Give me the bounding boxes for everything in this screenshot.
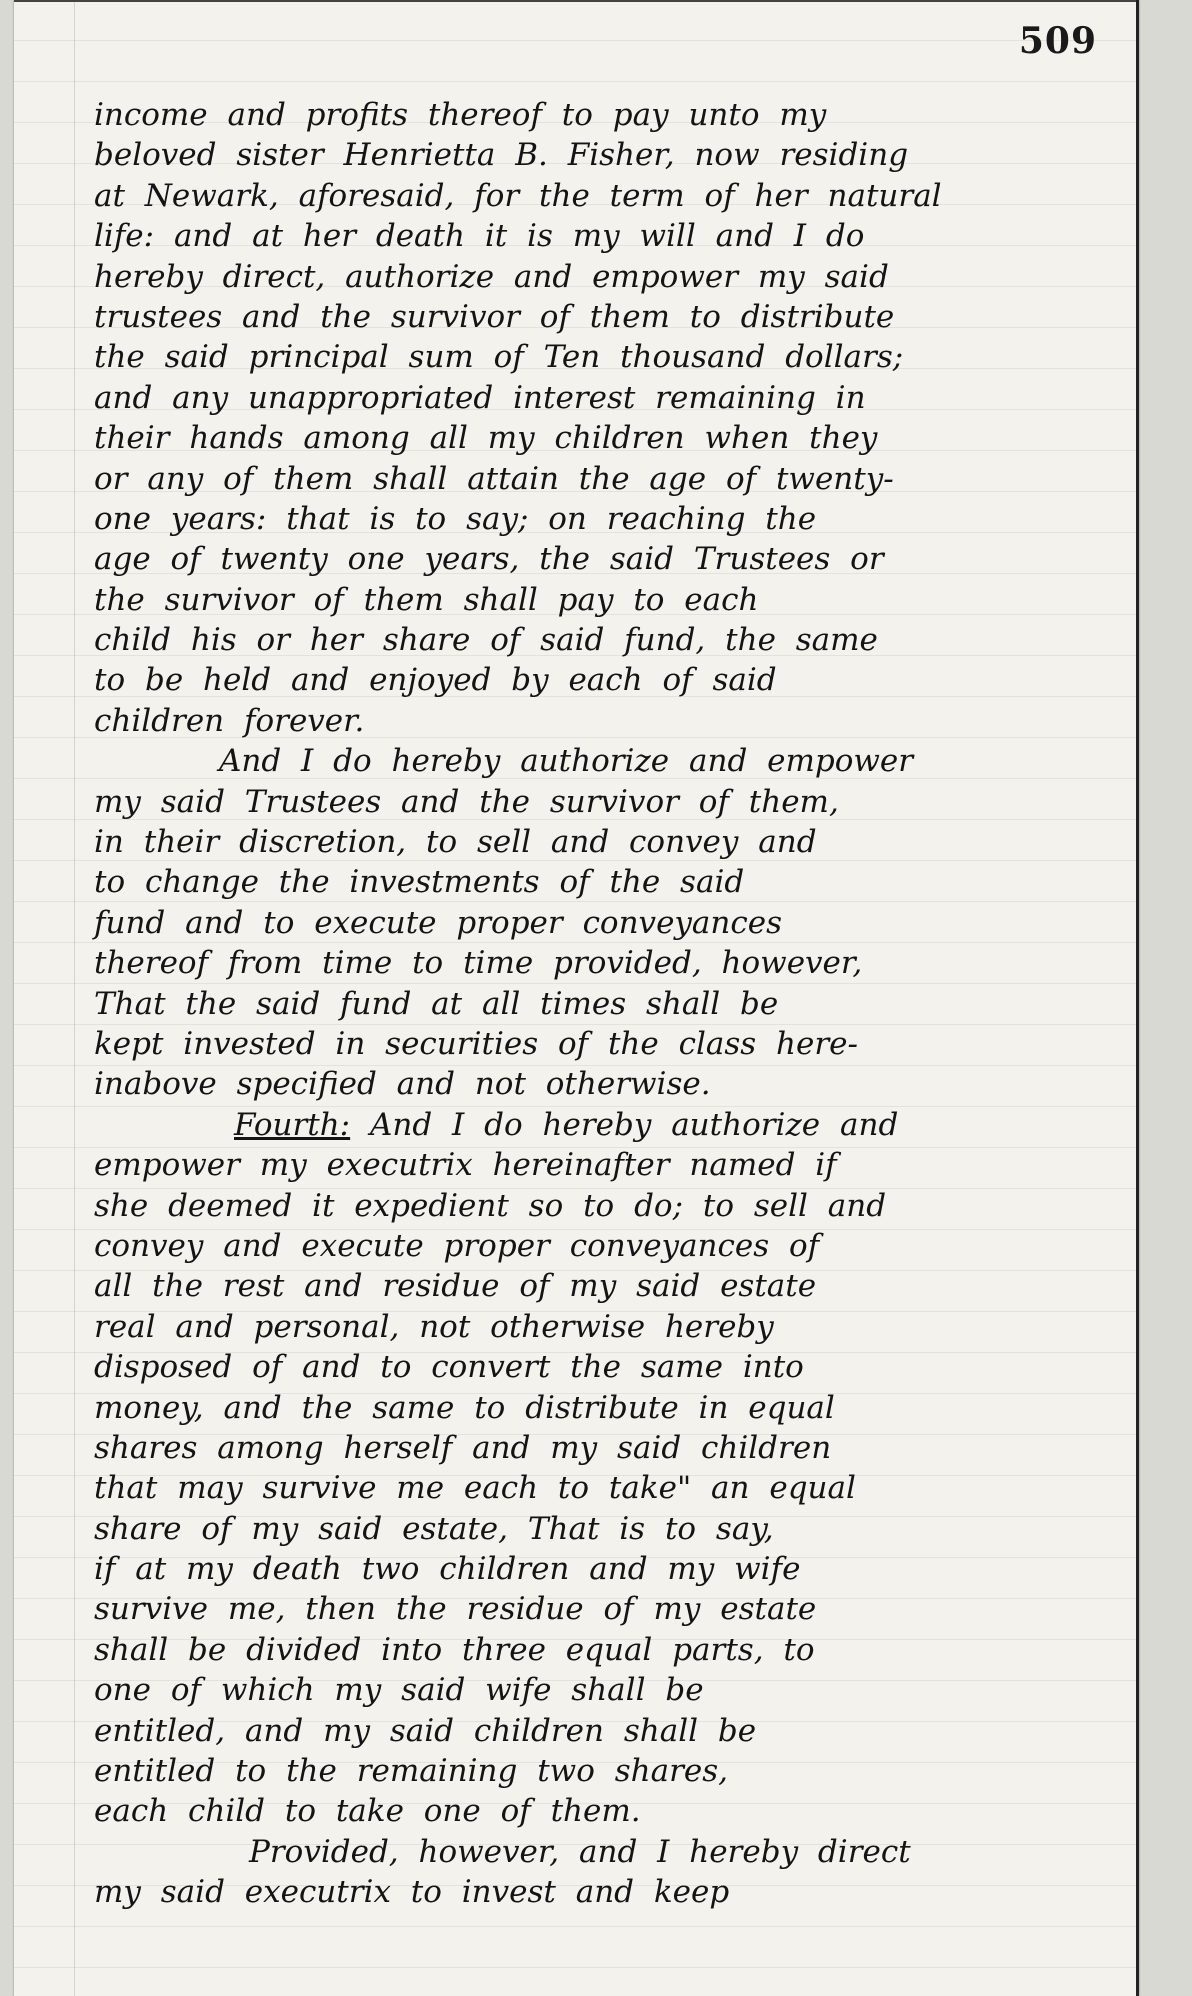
text-line: life: and at her death it is my will and I do: [94, 218, 865, 255]
text-line: all the rest and residue of my said estate: [94, 1268, 817, 1305]
text-line: [94, 1105, 1124, 1145]
text-line: if at my death two children and my wife: [94, 1551, 801, 1588]
text-line: children forever.: [94, 702, 365, 739]
text-line: or any of them shall attain the age of twenty-: [94, 460, 894, 497]
text-line: income and profits thereof to pay unto my: [94, 97, 827, 133]
text-line: one years: that is to say; on reaching the: [94, 500, 817, 537]
text-line: entitled to the remaining two shares,: [94, 1753, 728, 1790]
text-line: kept invested in securities of the class here-: [94, 1025, 858, 1062]
text-line: each child to take one of them.: [94, 1793, 641, 1830]
text-line: and any unappropriated interest remaining in: [94, 379, 866, 416]
text-line: shares among herself and my said children: [94, 1429, 832, 1466]
text-line: in their discretion, to sell and convey and: [94, 824, 817, 861]
text-line: inabove specified and not otherwise.: [94, 1066, 711, 1103]
text-line: to be held and enjoyed by each of said: [94, 662, 777, 699]
text-line-content: And I do hereby authorize and: [370, 1106, 899, 1143]
text-line: child his or her share of said fund, the same: [94, 622, 878, 659]
text-line: age of twenty one years, the said Trustees or: [94, 541, 884, 578]
text-line: thereof from time to time provided, however,: [94, 945, 863, 982]
text-line: my said Trustees and the survivor of them,: [94, 783, 839, 820]
text-line: shall be divided into three equal parts, to: [94, 1631, 815, 1668]
text-line: fund and to execute proper conveyances: [94, 904, 782, 941]
text-line: money, and the same to distribute in equal: [94, 1389, 835, 1426]
text-line: That the said fund at all times shall be: [94, 985, 779, 1022]
text-line: the survivor of them shall pay to each: [94, 581, 759, 618]
ledger-page: [14, 0, 1139, 1996]
page-number: 509: [1018, 20, 1097, 62]
text-line: to change the investments of the said: [94, 864, 745, 901]
text-line: beloved sister Henrietta B. Fisher, now residing: [94, 137, 909, 174]
text-line: my said executrix to invest and keep: [94, 1874, 730, 1911]
text-line: survive me, then the residue of my estate: [94, 1591, 817, 1628]
text-line: at Newark, aforesaid, for the term of her natural: [94, 177, 942, 214]
text-line: convey and execute proper conveyances of: [94, 1227, 820, 1264]
text-line: And I do hereby authorize and empower: [219, 743, 914, 780]
text-line: entitled, and my said children shall be: [94, 1712, 757, 1749]
text-line: their hands among all my children when they: [94, 420, 878, 457]
text-line: one of which my said wife shall be: [94, 1672, 704, 1709]
fourth-heading: Fourth:: [234, 1106, 351, 1143]
text-line: the said principal sum of Ten thousand dollars;: [94, 339, 904, 376]
right-border: [1136, 0, 1139, 1996]
text-line: that may survive me each to take" an equal: [94, 1470, 856, 1507]
text-line: Provided, however, and I hereby direct: [249, 1833, 911, 1870]
text-line: real and personal, not otherwise hereby: [94, 1308, 774, 1345]
handwritten-text-block: [94, 95, 1124, 1913]
text-line: trustees and the survivor of them to distribute: [94, 298, 895, 335]
text-line: empower my executrix hereinafter named if: [94, 1147, 837, 1184]
text-line: share of my said estate, That is to say,: [94, 1510, 774, 1547]
text-line: disposed of and to convert the same into: [94, 1349, 804, 1386]
text-line: she deemed it expedient so to do; to sell and: [94, 1187, 887, 1224]
top-border: [14, 0, 1139, 2]
text-line: hereby direct, authorize and empower my said: [94, 258, 889, 295]
